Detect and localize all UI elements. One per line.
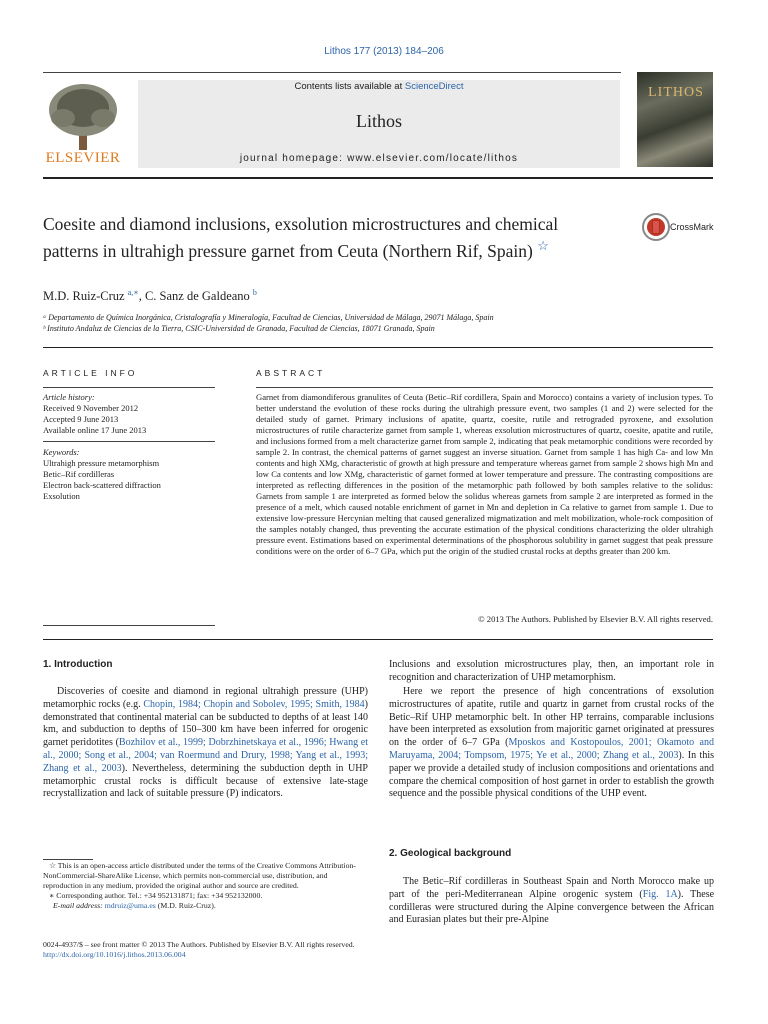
abstract-heading: ABSTRACT (256, 368, 326, 378)
figure-ref[interactable]: Fig. 1A (642, 888, 678, 900)
article-info-heading: ARTICLE INFO (43, 368, 138, 378)
keyword: Exsolution (43, 491, 80, 501)
author-1-affiliation[interactable]: a,∗ (127, 288, 139, 297)
email-name: (M.D. Ruiz-Cruz). (155, 901, 216, 910)
crossmark-label[interactable]: CrossMark (670, 222, 714, 232)
article-info-divider (43, 441, 215, 442)
intro-text-1: Discoveries of coesite and diamond in regional ultrahigh pressure (UHP) metamorphic rocks (e.g. (43, 686, 368, 710)
journal-name: Lithos (355, 111, 402, 131)
publisher-logo-text: ELSEVIER (45, 150, 121, 166)
footnotes (43, 861, 368, 911)
issn-line: 0024-4937/$ – see front matter © 2013 The Authors. Published by Elsevier B.V. All rights reserved. (43, 940, 355, 949)
crossmark-icon[interactable] (641, 212, 671, 242)
email-line (43, 901, 368, 911)
author-separator: , (138, 289, 145, 304)
contents-prefix: Contents lists available at (294, 81, 405, 92)
affiliation-a: ᵃ Departamento de Química Inorgánica, Cristalografía y Mineralogía, Facultad de Ciencias, Universidad de Málaga, 29071 Málaga, Spain (43, 313, 494, 322)
front-matter (43, 940, 355, 960)
intro-text-3: ). Nevertheless, determining the subduction depth in UHP metamorphic crustal rocks is difficult because of extensive late-stage recrystallization and lack of suitable pressure (P) indicators. (43, 762, 368, 800)
geological-heading (389, 848, 714, 861)
keywords-label: Keywords: (43, 447, 80, 457)
intro-ref-2[interactable]: Bozhilov et al., 1999; Dobrzhinetskaya et al., 1996; Hwang et al., 2000; Song et al., 2004; van Roermund and Drury, 1998; Yang et al., 1993; Zhang et al., 2003 (43, 737, 368, 774)
authors (43, 288, 257, 304)
introduction-heading-text: 1. Introduction (43, 659, 113, 670)
accepted-date: Accepted 9 June 2013 (43, 414, 119, 424)
author-1: M.D. Ruiz-Cruz (43, 289, 125, 304)
keyword: Electron back-scattered diffraction (43, 480, 161, 490)
body-top-rule (43, 639, 713, 640)
article-info-rule (43, 387, 215, 388)
abstract-rule (256, 387, 713, 388)
keyword: Betic–Rif cordilleras (43, 469, 115, 479)
author-2: C. Sanz de Galdeano (144, 289, 250, 304)
affiliation-b: ᵇ Instituto Andaluz de Ciencias de la Tierra, CSIC-Universidad de Granada, Facultad de Ciencias, 18071 Granada, Spain (43, 324, 435, 333)
author-2-affiliation[interactable]: b (252, 288, 257, 297)
intro-text-2: ) demonstrated that continental material can be subducted to depths of at least 140 km, and subduction to depths of 150–300 km have been inferred for orogenic garnet peridotites ( (43, 698, 369, 749)
journal-citation[interactable]: Lithos 177 (2013) 184–206 (324, 46, 444, 57)
article-history (43, 392, 215, 436)
keyword: Ultrahigh pressure metamorphism (43, 458, 160, 468)
email-label: E-mail address: (53, 901, 105, 910)
history-label: Article history: (43, 392, 95, 402)
intro-ref-1[interactable]: Chopin, 1984; Chopin and Sobolev, 1995; Smith, 1984 (143, 698, 365, 710)
contents-line (138, 81, 620, 92)
footnote-rule (43, 859, 93, 860)
header-rule (43, 72, 621, 73)
right-paragraph-2 (389, 686, 714, 801)
doi-link[interactable]: http://dx.doi.org/10.1016/j.lithos.2013.06.004 (43, 950, 186, 959)
header-bottom-rule (43, 177, 713, 179)
geological-heading-text: 2. Geological background (389, 848, 512, 859)
online-date: Available online 17 June 2013 (43, 425, 147, 435)
section-rule (43, 347, 713, 348)
geo-text-1: The Betic–Rif cordilleras in Southeast Spain and North Morocco make up part of the peri-Mediterranean Alpine orogenic system ( (389, 876, 714, 900)
abstract-text: Garnet from diamondiferous granulites of Ceuta (Betic–Rif cordillera, Spain and Morocco) contains a variety of inclusion types. To better understand the evolution of these rocks during the ultrahigh pressure event, two samples (1 and 2) were selected for the detailed study of garnet. Primary inclusions of apatite, quartz, coesite, rutile and retrograded pyroxene, and exsolution microstructures of rutile characterize garnet from sample 1, whereas exsolution microstructures of quartz, coesite, apatite and rutile, and inclusions formed from a melt characterize garnet from sample 2, indicating that peak metamorphic conditions were recorded by sample 2. In contrast, the chemical patterns of garnet suggest an inverse situation. Garnet from sample 1 has high Ca- and low Mn contents and high XMg, characteristic of growth at high pressure and temperature whereas garnet from sample 2 shows high Mn and low Ca contents and low XMg, characteristic of garnet formed at lower temperature and pressure. The contrasting compositions are interpreted as reflecting differences in the position of the metamorphic path followed by both samples relative to the solidus: Garnets from sample 1 are interpreted as formed below the solidus whereas garnets from sample 2 are interpreted as formed in the presence of a melt, which caused notable enrichment of garnet in Mn and depletion in Ca relative to garnet from sample 1. Due to extensive low-pressure Hercynian melting that caused generalized migmatization and melt mobilization, whole-rock composition of the samples notably changed, thus preventing the accurate estimation of the physical conditions characterizing the older ultrahigh pressure event. Estimations based on experimental determinations of the phosphorous solubility in garnet suggest that peak pressure conditions were on the order of 6–7 GPa, which put the origin of the studied crustal rocks at depths greater than 200 km. (256, 392, 713, 556)
received-date: Received 9 November 2012 (43, 403, 139, 413)
email-link[interactable]: mdruiz@uma.es (104, 901, 156, 910)
cover-title: LITHOS (648, 85, 704, 100)
introduction-paragraph (43, 686, 368, 801)
right-text-1: Here we report the presence of high concentrations of exsolution microstructures of apatite, rutile and quartz in garnet from crustal rocks of the Betic–Rif UHP metamorphic belt. In other HP terrains, comparable inclusions have been interpreted as exsolution from majoritic garnet originated at pressures on the order of 6–7 GPa ( (389, 686, 714, 749)
article-title-text: Coesite and diamond inclusions, exsolution microstructures and chemical patterns in ultrahigh pressure garnet from Ceuta (Northern Rif, Spain) (43, 214, 559, 261)
right-ref[interactable]: Mposkos and Kostopoulos, 2001; Okamoto and Maruyama, 2004; Tompsom, 1975; Ye et al., 2000; Zhang et al., 2003 (389, 737, 714, 761)
open-access-note: ☆ This is an open-access article distributed under the terms of the Creative Commons Attribution-NonCommercial-ShareAlike License, which permits non-commercial use, distribution, and reproduction in any medium, provided the original author and source are credited. (43, 861, 356, 890)
geo-text-2: ). These cordilleras were structured during the Alpine convergence between the African and Eurasian plates but their pre-Alpine (389, 888, 715, 926)
sciencedirect-link[interactable]: ScienceDirect (404, 81, 464, 92)
abstract-copyright: © 2013 The Authors. Published by Elsevier B.V. All rights reserved. (478, 614, 713, 624)
introduction-heading (43, 659, 368, 672)
right-paragraph-1: Inclusions and exsolution microstructures play, then, an important role in recognition and characterization of UHP metamorphism. (389, 659, 714, 683)
keywords (43, 447, 215, 502)
article-title (43, 213, 603, 262)
title-footnote-star[interactable]: ☆ (537, 238, 549, 253)
corresponding-author-note: ∗ Corresponding author. Tel.: +34 952131871; fax: +34 952132000. (49, 891, 263, 900)
right-text-2: ). In this paper we provide a detailed study of inclusion compositions and orientations and compare the chemical composition of host garnet in order to establish the growth sequence and the possible physical conditions of the UHP event. (389, 749, 715, 800)
article-info-bottom-rule (43, 625, 215, 626)
journal-homepage[interactable]: journal homepage: www.elsevier.com/locate/lithos (239, 153, 519, 164)
geological-paragraph (389, 876, 714, 927)
